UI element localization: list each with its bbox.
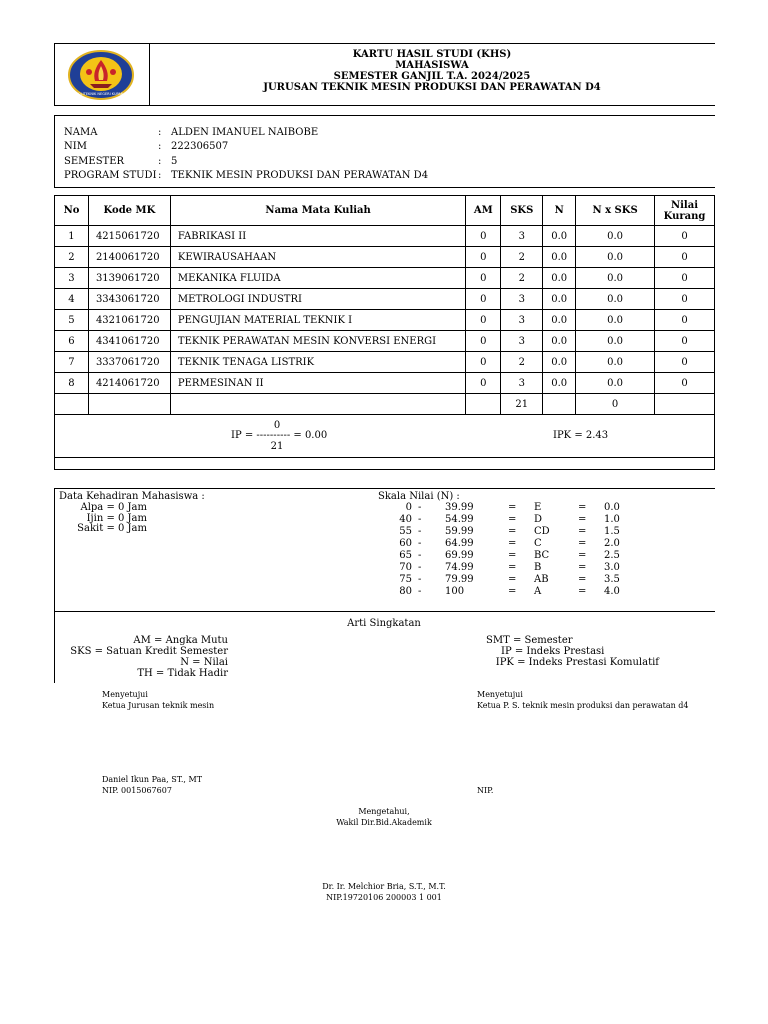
scale-upper: 39.99 [445,502,474,513]
cell-nxsks: 0.0 [576,226,655,247]
scale-upper: 74.99 [445,562,474,573]
col-no: No [55,196,89,226]
scale-letter: C [534,538,542,549]
scale-equals: = [578,526,587,537]
scale-dash: - [418,586,422,597]
table-row [55,310,715,331]
scale-equals: = [508,550,517,561]
table-row [55,226,715,247]
department-title: JURUSAN TEKNIK MESIN PRODUKSI DAN PERAWATAN D4 [263,82,601,93]
ip-formula: IP = ---------- = 0.00 [231,430,328,441]
scale-lower: 60 [399,538,412,549]
cell-kode: 3139061720 [88,268,170,289]
cell-nxsks: 0.0 [576,289,655,310]
abbreviations-title: Arti Singkatan [347,618,421,629]
left-signer-name: Daniel Ikun Paa, ST., MT [102,775,203,784]
col-kurang-label: Kurang [663,210,706,222]
table-row [55,373,715,394]
cell-no: 3 [55,268,89,289]
cell-nama: TEKNIK PERAWATAN MESIN KONVERSI ENERGI [170,331,465,352]
table-row [55,352,715,373]
scale-equals: = [578,550,587,561]
scale-letter: BC [534,550,550,561]
abbr-sks: SKS = Satuan Kredit Semester [70,646,228,657]
nim-colon: : [158,141,162,152]
col-nilai-kurang [655,196,715,226]
ip-summary-row [55,415,715,458]
cell-kurang: 0 [655,310,715,331]
cell-kurang: 0 [655,268,715,289]
cell-am: 0 [466,373,501,394]
table-row [55,331,715,352]
ip-numerator: 0 [273,420,281,431]
cell-n: 0.0 [543,289,576,310]
cell-no: 4 [55,289,89,310]
scale-upper: 59.99 [445,526,474,537]
cell-no: 8 [55,373,89,394]
cell-nama: PENGUJIAN MATERIAL TEKNIK I [170,310,465,331]
left-approve-label: Menyetujui [102,690,148,699]
blank-row [55,458,715,470]
scale-equals: = [578,586,587,597]
cell-nama: PERMESINAN II [170,373,465,394]
cell-sks: 2 [501,352,543,373]
table-header-row [55,196,715,226]
scale-upper: 54.99 [445,514,474,525]
cell-n: 0.0 [543,268,576,289]
cell-nama: FABRIKASI II [170,226,465,247]
cell-kurang: 0 [655,289,715,310]
scale-equals: = [508,526,517,537]
cell-nama: TEKNIK TENAGA LISTRIK [170,352,465,373]
scale-title: Skala Nilai (N) : [378,491,460,502]
scale-dash: - [418,562,422,573]
scale-value: 1.0 [604,514,620,525]
cell-no: 2 [55,247,89,268]
scale-equals: = [578,562,587,573]
cell-sks: 3 [501,226,543,247]
table-row [55,268,715,289]
cell-kode: 2140061720 [88,247,170,268]
scale-lower: 55 [399,526,412,537]
scale-lower: 70 [399,562,412,573]
cell-nxsks: 0.0 [576,352,655,373]
cell-am: 0 [466,226,501,247]
cell-nxsks: 0.0 [576,247,655,268]
scale-upper: 100 [445,586,465,597]
scale-dash: - [418,526,422,537]
cell-sks: 3 [501,289,543,310]
scale-equals: = [508,514,517,525]
cell-sks: 2 [501,247,543,268]
scale-equals: = [508,502,517,513]
acknowledge-nip: NIP.19720106 200003 1 001 [326,893,442,902]
program-colon: : [158,170,162,181]
table-row [55,247,715,268]
acknowledge-role: Wakil Dir.Bid.Akademik [336,818,432,827]
scale-dash: - [418,550,422,561]
scale-dash: - [418,502,422,513]
semester-label: SEMESTER [64,156,125,167]
khs-subtitle: MAHASISWA [395,60,469,71]
abbr-am: AM = Angka Mutu [133,635,228,646]
cell-no: 7 [55,352,89,373]
col-nilai-label: Nilai [670,199,699,211]
ipk-value: IPK = 2.43 [553,430,609,441]
scale-letter: B [534,562,542,573]
cell-nxsks: 0.0 [576,373,655,394]
cell-kode: 3337061720 [88,352,170,373]
scale-equals: = [578,574,587,585]
abbr-n: N = Nilai [180,657,228,668]
attendance-ijin: Ijin = 0 Jam [86,513,147,524]
scale-letter: CD [534,526,550,537]
ip-denominator: 21 [270,441,284,452]
scale-equals: = [508,538,517,549]
name-label: NAMA [64,127,98,138]
col-am: AM [466,196,501,226]
acknowledge-name: Dr. Ir. Melchior Bria, S.T., M.T. [322,882,446,891]
total-nxsks: 0 [576,394,655,415]
scale-letter: AB [534,574,549,585]
cell-sks: 2 [501,268,543,289]
totals-row [55,394,715,415]
cell-sks: 3 [501,373,543,394]
col-nama: Nama Mata Kuliah [170,196,465,226]
cell-am: 0 [466,310,501,331]
cell-nama: KEWIRAUSAHAAN [170,247,465,268]
semester-title: SEMESTER GANJIL T.A. 2024/2025 [333,71,531,82]
nim-label: NIM [64,141,87,152]
name-colon: : [158,127,162,138]
col-n: N [543,196,576,226]
scale-value: 2.5 [604,550,620,561]
cell-kurang: 0 [655,373,715,394]
cell-n: 0.0 [543,226,576,247]
scale-equals: = [578,538,587,549]
semester-value: 5 [171,156,178,167]
scale-lower: 0 [405,502,412,513]
program-label: PROGRAM STUDI [64,170,157,181]
cell-kode: 3343061720 [88,289,170,310]
col-nxsks: N x SKS [576,196,655,226]
cell-nxsks: 0.0 [576,268,655,289]
left-signer-role: Ketua Jurusan teknik mesin [102,701,215,710]
scale-equals: = [578,514,587,525]
scale-value: 0.0 [604,502,620,513]
col-kode: Kode MK [88,196,170,226]
cell-kode: 4341061720 [88,331,170,352]
left-signer-nip: NIP. 0015067607 [102,786,172,795]
khs-title: KARTU HASIL STUDI (KHS) [352,49,512,60]
scale-upper: 69.99 [445,550,474,561]
col-sks: SKS [501,196,543,226]
cell-am: 0 [466,247,501,268]
right-signer-role: Ketua P. S. teknik mesin produksi dan perawatan d4 [477,701,689,710]
scale-lower: 40 [399,514,412,525]
cell-no: 6 [55,331,89,352]
program-value: TEKNIK MESIN PRODUKSI DAN PERAWATAN D4 [171,170,429,181]
cell-nxsks: 0.0 [576,310,655,331]
table-row [55,289,715,310]
scale-upper: 64.99 [445,538,474,549]
scale-lower: 80 [399,586,412,597]
cell-no: 1 [55,226,89,247]
cell-kurang: 0 [655,247,715,268]
abbr-ip: IP = Indeks Prestasi [501,646,605,657]
grades-table [54,195,715,470]
scale-value: 3.5 [604,574,620,585]
institution-logo [68,50,134,100]
cell-am: 0 [466,331,501,352]
cell-kurang: 0 [655,352,715,373]
cell-n: 0.0 [543,310,576,331]
cell-nama: MEKANIKA FLUIDA [170,268,465,289]
cell-am: 0 [466,289,501,310]
abbr-smt: SMT = Semester [486,635,573,646]
cell-sks: 3 [501,310,543,331]
attendance-alpa: Alpa = 0 Jam [80,502,147,513]
scale-lower: 75 [399,574,412,585]
scale-equals: = [508,586,517,597]
right-approve-label: Menyetujui [477,690,523,699]
scale-value: 4.0 [604,586,620,597]
name-value: ALDEN IMANUEL NAIBOBE [171,127,319,138]
cell-kode: 4215061720 [88,226,170,247]
nim-value: 222306507 [171,141,229,152]
cell-kode: 4214061720 [88,373,170,394]
cell-sks: 3 [501,331,543,352]
total-sks: 21 [501,394,543,415]
svg-text:POLITEKNIK NEGERI KUPANG: POLITEKNIK NEGERI KUPANG [75,92,127,96]
scale-value: 3.0 [604,562,620,573]
attendance-title: Data Kehadiran Mahasiswa : [59,491,205,502]
scale-equals: = [508,574,517,585]
scale-letter: E [534,502,542,513]
scale-upper: 79.99 [445,574,474,585]
scale-dash: - [418,514,422,525]
cell-kurang: 0 [655,331,715,352]
attendance-sakit: Sakit = 0 Jam [77,523,147,534]
scale-equals: = [508,562,517,573]
scale-value: 1.5 [604,526,620,537]
right-signer-nip: NIP. [477,786,494,795]
cell-nxsks: 0.0 [576,331,655,352]
cell-n: 0.0 [543,352,576,373]
cell-am: 0 [466,352,501,373]
scale-value: 2.0 [604,538,620,549]
cell-n: 0.0 [543,373,576,394]
scale-dash: - [418,574,422,585]
scale-lower: 65 [399,550,412,561]
cell-kurang: 0 [655,226,715,247]
scale-equals: = [578,502,587,513]
cell-am: 0 [466,268,501,289]
cell-no: 5 [55,310,89,331]
scale-dash: - [418,538,422,549]
semester-colon: : [158,156,162,167]
abbr-th: TH = Tidak Hadir [137,668,228,679]
scale-letter: D [534,514,543,525]
cell-kode: 4321061720 [88,310,170,331]
cell-n: 0.0 [543,247,576,268]
acknowledge-label: Mengetahui, [358,807,410,816]
abbr-ipk: IPK = Indeks Prestasi Komulatif [495,657,659,668]
cell-n: 0.0 [543,331,576,352]
cell-nama: METROLOGI INDUSTRI [170,289,465,310]
scale-letter: A [534,586,542,597]
